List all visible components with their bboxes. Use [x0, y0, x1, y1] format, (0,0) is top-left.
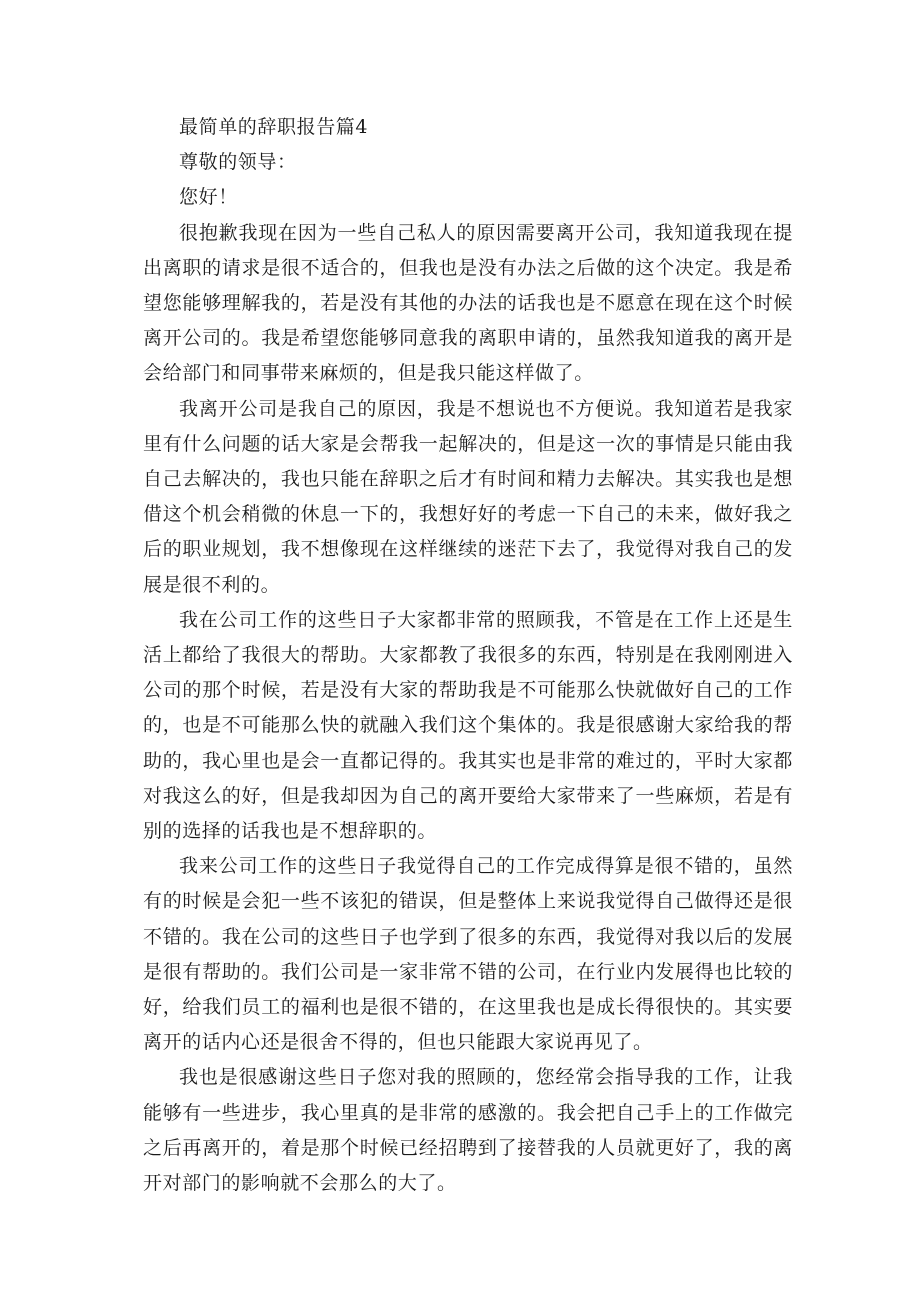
paragraph: 我离开公司是我自己的原因，我是不想说也不方便说。我知道若是我家里有什么问题的话大家是会帮我一起解决的，但是这一次的事情是只能由我自己去解决的，我也只能在辞职之后才有时间和精力去解决。其实我也是想借这个机会稍微的休息一下的，我想好好的考虑一下自己的未来，做好我之后的职业规划，我不想像现在这样继续的迷茫下去了，我觉得对我自己的发展是很不利的。: [143, 397, 793, 596]
document-body: [143, 110, 793, 1201]
greeting: 您好！: [179, 186, 238, 209]
salutation: 尊敬的领导：: [179, 151, 297, 174]
paragraph: 我在公司工作的这些日子大家都非常的照顾我，不管是在工作上还是生活上都给了我很大的帮助。大家都教了我很多的东西，特别是在我刚刚进入公司的那个时候，若是没有大家的帮助我是不可能那么快就做好自己的工作的，也是不可能那么快的就融入我们这个集体的。我是很感谢大家给我的帮助的，我心里也是会一直都记得的。我其实也是非常的难过的，平时大家都对我这么的好，但是我却因为自己的离开要给大家带来了一些麻烦，若是有别的选择的话我也是不想辞职的。: [143, 608, 793, 843]
document-title: 最简单的辞职报告篇4: [179, 116, 369, 138]
paragraph: 很抱歉我现在因为一些自己私人的原因需要离开公司，我知道我现在提出离职的请求是很不适合的，但我也是没有办法之后做的这个决定。我是希望您能够理解我的，若是没有其他的办法的话我也是不愿意在现在这个时候离开公司的。我是希望您能够同意我的离职申请的，虽然我知道我的离开是会给部门和同事带来麻烦的，但是我只能这样做了。: [143, 221, 793, 385]
paragraph: 我也是很感谢这些日子您对我的照顾的，您经常会指导我的工作，让我能够有一些进步，我心里真的是非常的感激的。我会把自己手上的工作做完之后再离开的，着是那个时候已经招聘到了接替我的人员就更好了，我的离开对部门的影响就不会那么的大了。: [143, 1066, 793, 1195]
paragraph: 我来公司工作的这些日子我觉得自己的工作完成得算是很不错的，虽然有的时候是会犯一些不该犯的错误，但是整体上来说我觉得自己做得还是很不错的。我在公司的这些日子也学到了很多的东西，我觉得对我以后的发展是很有帮助的。我们公司是一家非常不错的公司，在行业内发展得也比较的好，给我们员工的福利也是很不错的，在这里我也是成长得很快的。其实要离开的话内心还是很舍不得的，但也只能跟大家说再见了。: [143, 855, 793, 1054]
